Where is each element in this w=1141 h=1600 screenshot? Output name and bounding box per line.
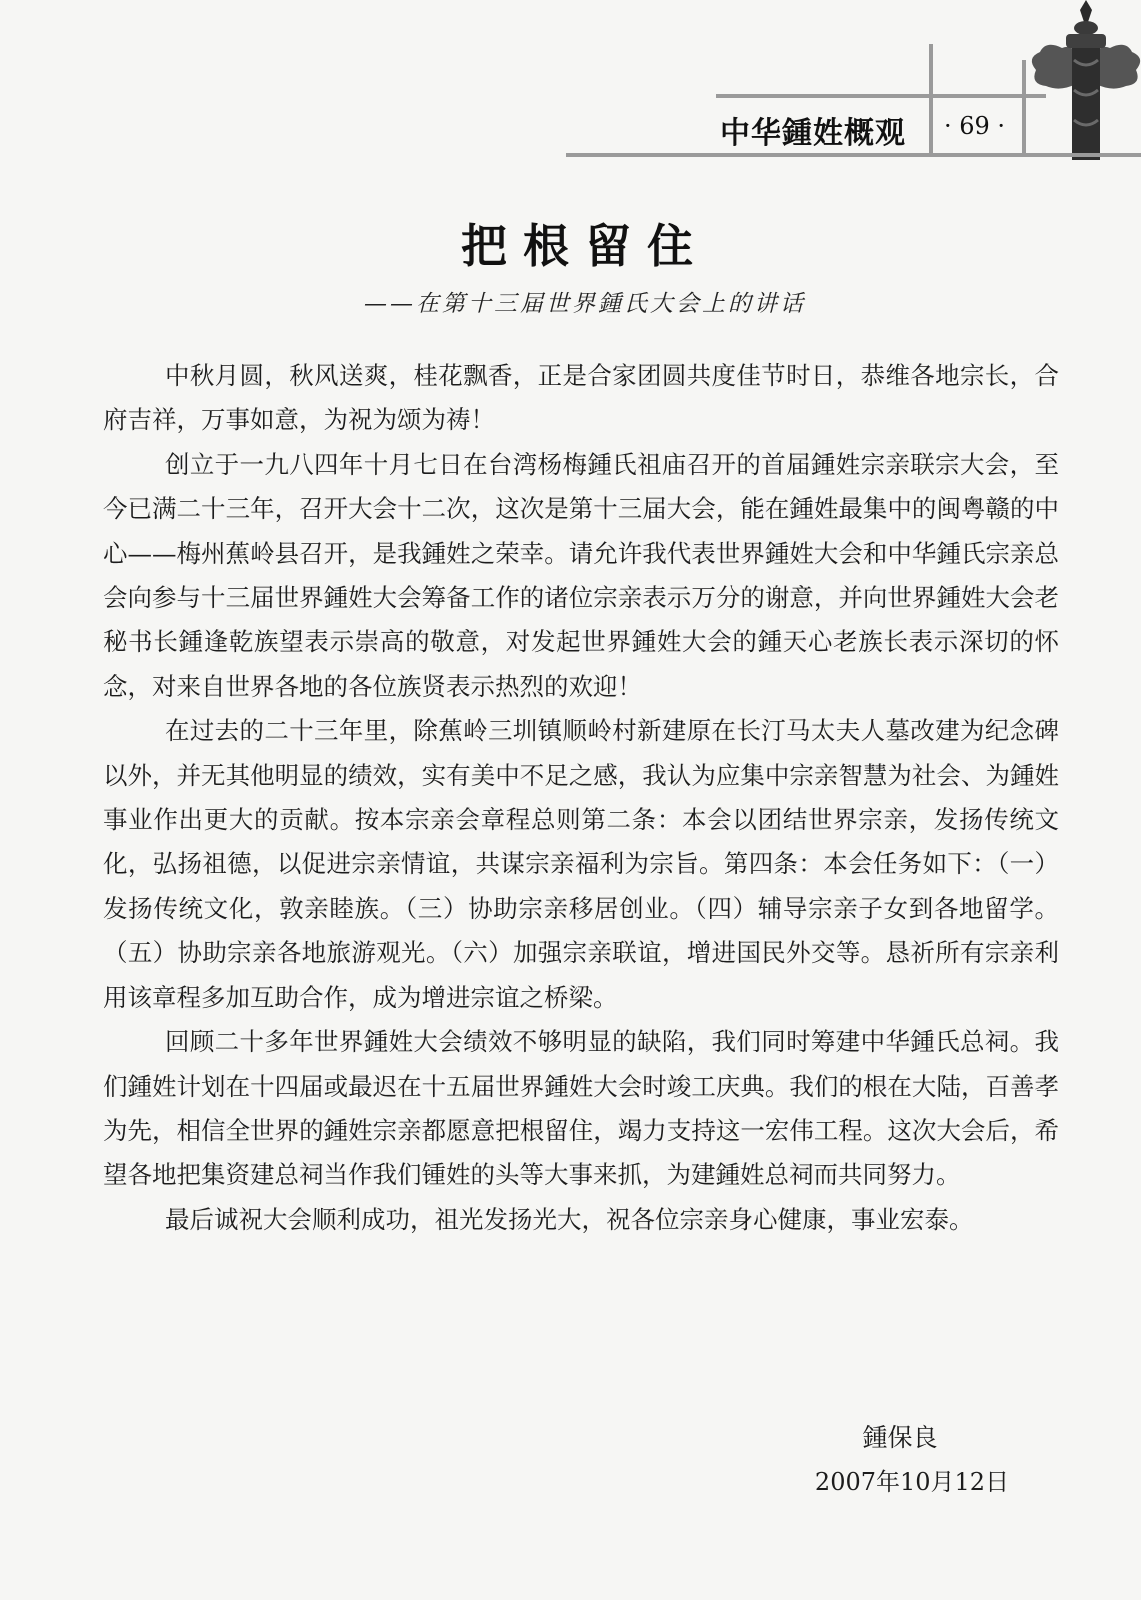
header-rule-vertical-right xyxy=(1022,60,1026,156)
header-rule-bottom xyxy=(566,153,1141,157)
article-body xyxy=(103,354,1059,1242)
running-header-title: 中华鍾姓概观 xyxy=(720,116,906,151)
page-number: · 69 · xyxy=(944,112,1006,140)
header-rule-top xyxy=(716,94,1046,98)
article-title: 把根留住 xyxy=(461,219,709,273)
pillar-ornament-icon xyxy=(1016,0,1141,160)
paragraph: 在过去的二十三年里，除蕉岭三圳镇顺岭村新建原在长汀马太夫人墓改建为纪念碑以外，并无其他明显的绩效，实有美中不足之感，我认为应集中宗亲智慧为社会、为鍾姓事业作出更大的贡献。按本宗亲会章程总则第二条：本会以团结世界宗亲，发扬传统文化，弘扬祖德，以促进宗亲情谊，共谋宗亲福利为宗旨。第四条：本会任务如下：（一）发扬传统文化，敦亲睦族。（三）协助宗亲移居创业。（四）辅导宗亲子女到各地留学。（五）协助宗亲各地旅游观光。（六）加强宗亲联谊，增进国民外交等。恳祈所有宗亲利用该章程多加互助合作，成为增进宗谊之桥梁。 xyxy=(103,716,1059,1012)
paragraph: 创立于一九八四年十月七日在台湾杨梅鍾氏祖庙召开的首届鍾姓宗亲联宗大会，至今已满二十三年，召开大会十二次，这次是第十三届大会，能在鍾姓最集中的闽粤赣的中心——梅州蕉岭县召开，是我鍾姓之荣幸。请允许我代表世界鍾姓大会和中华鍾氏宗亲总会向参与十三届世界鍾姓大会筹备工作的诸位宗亲表示万分的谢意，并向世界鍾姓大会老秘书长鍾逢乾族望表示崇高的敬意，对发起世界鍾姓大会的鍾天心老族长表示深切的怀念，对来自世界各地的各位族贤表示热烈的欢迎！ xyxy=(103,449,1059,701)
paragraph: 最后诚祝大会顺利成功，祖光发扬光大，祝各位宗亲身心健康，事业宏泰。 xyxy=(165,1204,974,1234)
signature-date: 2007年10月12日 xyxy=(814,1468,1010,1496)
paragraph: 回顾二十多年世界鍾姓大会绩效不够明显的缺陷，我们同时筹建中华鍾氏总祠。我们鍾姓计划在十四届或最迟在十五届世界鍾姓大会时竣工庆典。我们的根在大陆，百善孝为先，相信全世界的鍾姓宗亲都愿意把根留住，竭力支持这一宏伟工程。这次大会后，希望各地把集资建总祠当作我们锺姓的头等大事来抓，为建鍾姓总祠而共同努力。 xyxy=(103,1027,1059,1190)
header-rule-vertical-left xyxy=(929,44,933,156)
paragraph: 中秋月圆，秋风送爽，桂花飘香，正是合家团圆共度佳节时日，恭维各地宗长，合府吉祥，万事如意，为祝为颂为祷！ xyxy=(103,361,1059,435)
article-subtitle: ——在第十三届世界鍾氏大会上的讲话 xyxy=(364,291,806,317)
author-signature: 鍾保良 xyxy=(862,1423,938,1452)
